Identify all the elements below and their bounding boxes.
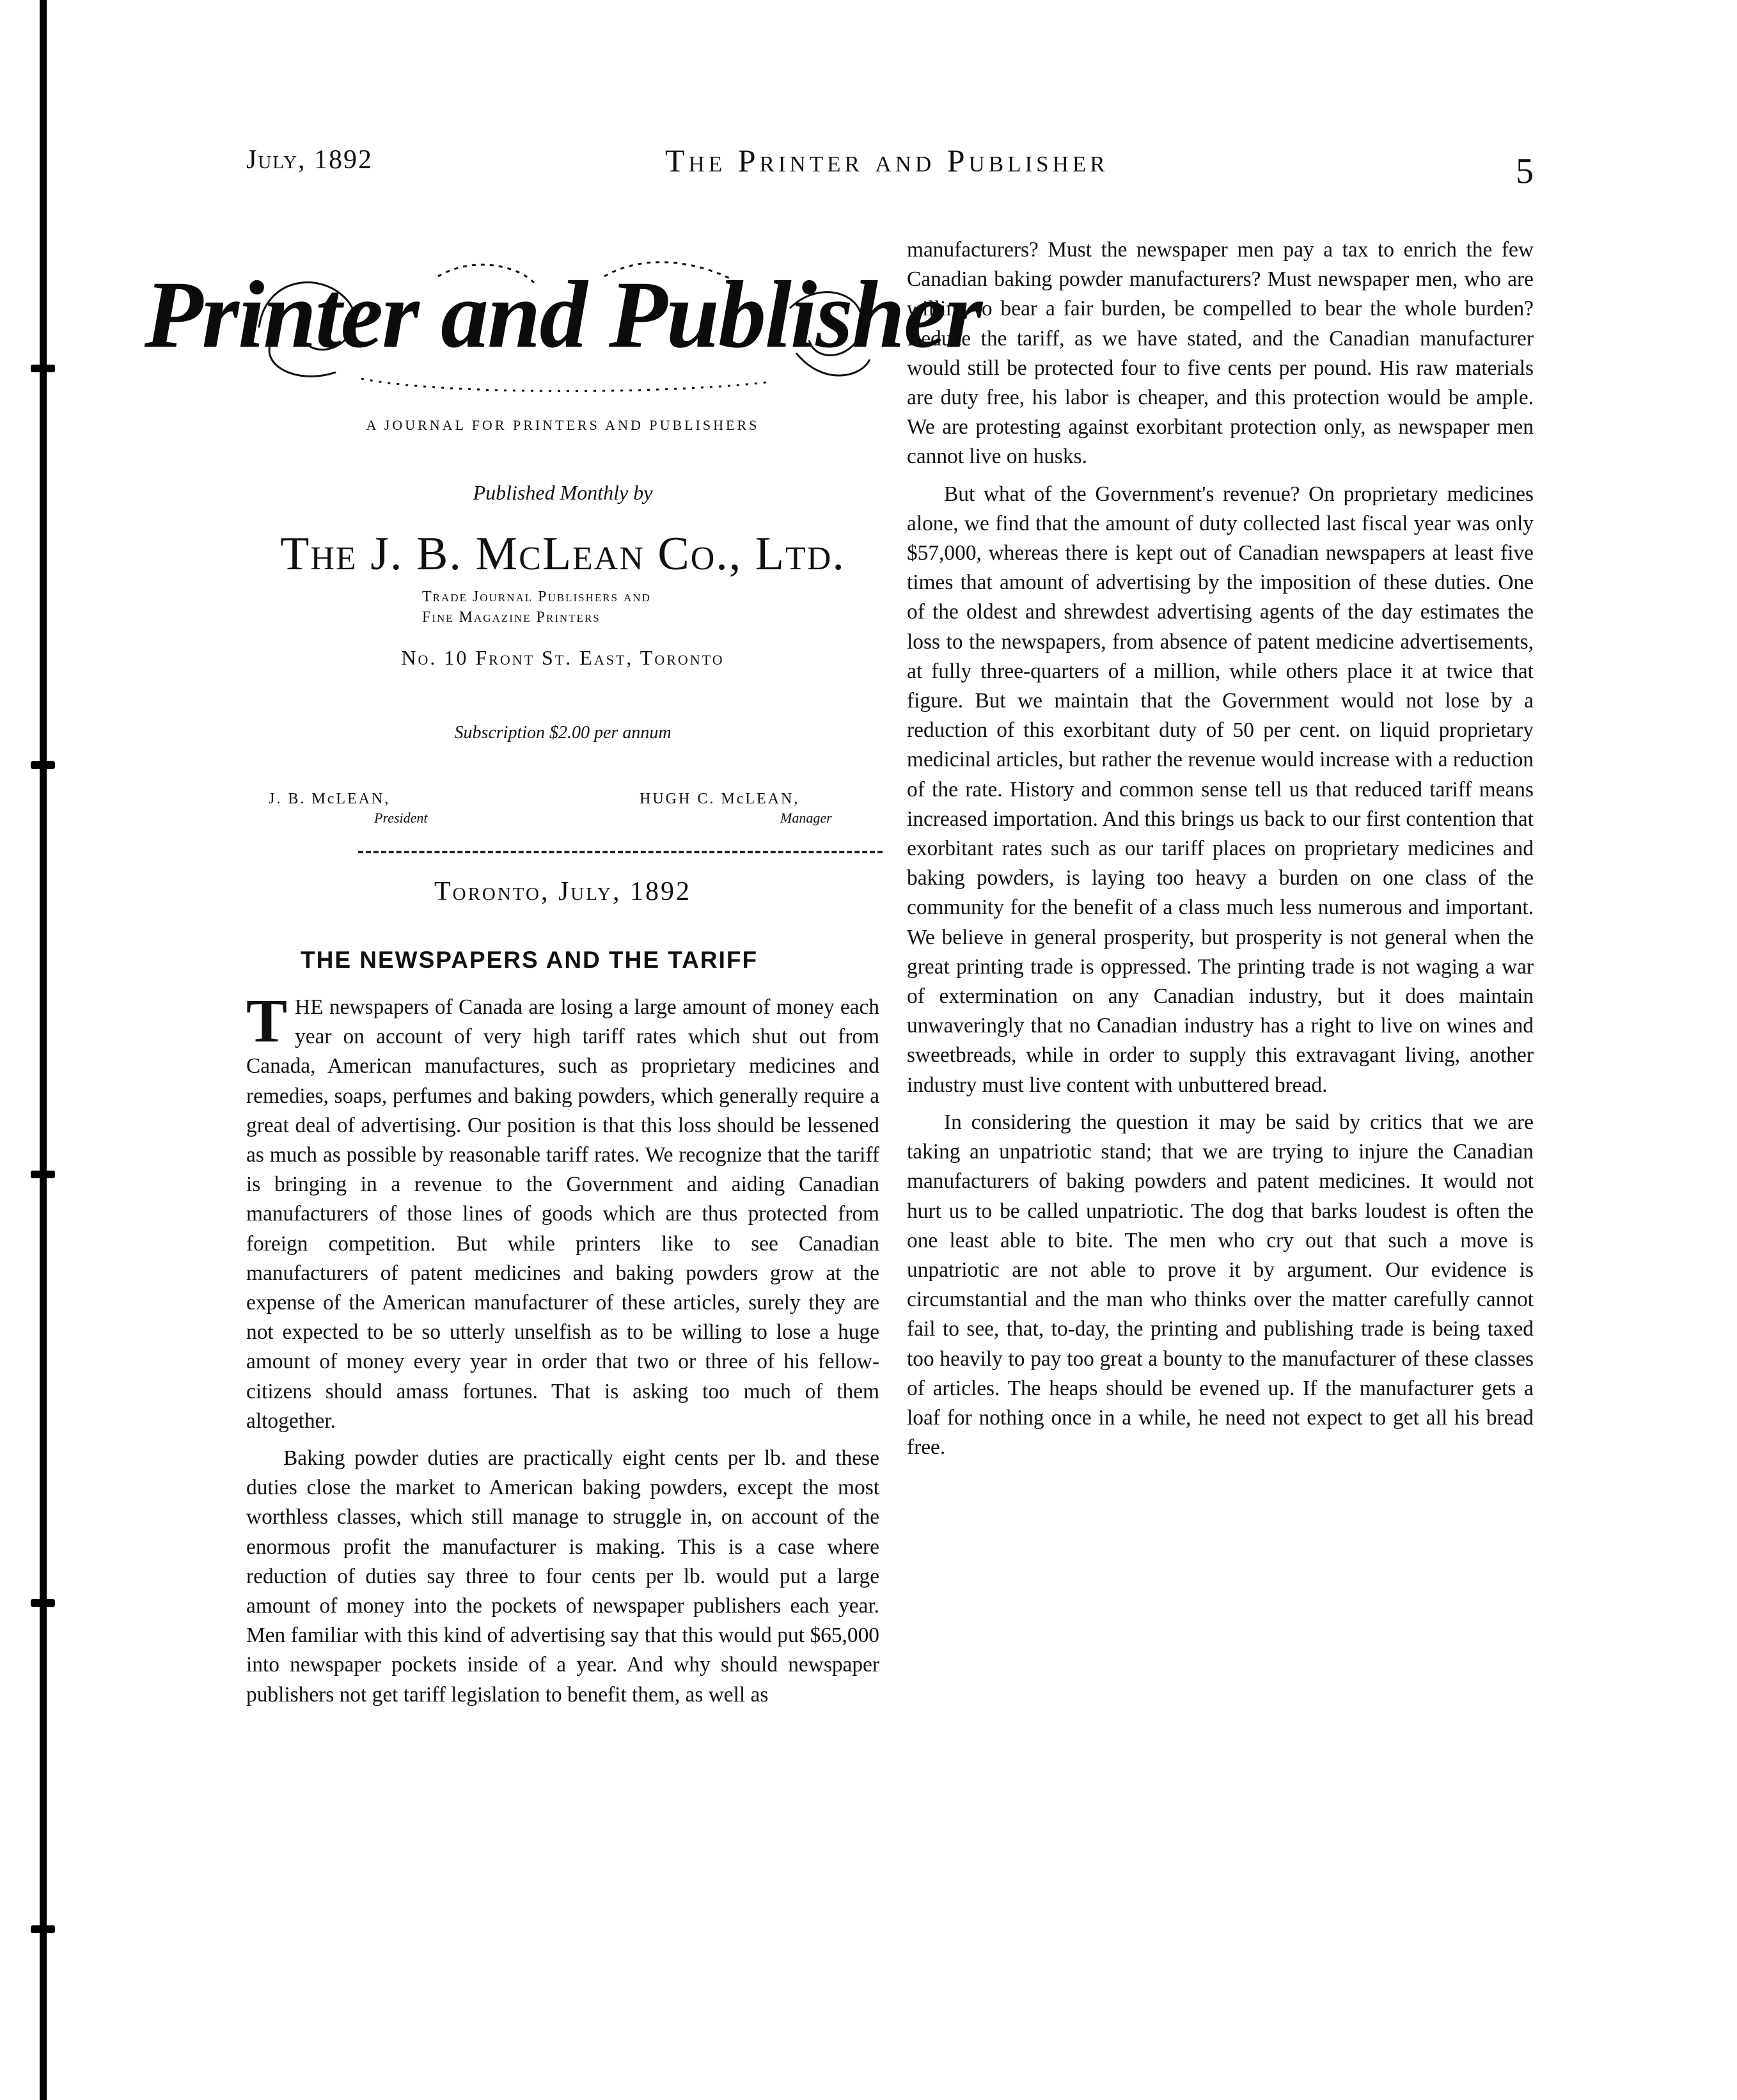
binding-mark	[31, 1171, 55, 1178]
running-header-date: July, 1892	[246, 145, 373, 175]
article-headline: THE NEWSPAPERS AND THE TARIFF	[301, 947, 758, 973]
journal-tagline: A JOURNAL FOR PRINTERS AND PUBLISHERS	[366, 417, 760, 433]
drop-cap: T	[246, 986, 288, 1055]
binding-mark	[31, 1925, 55, 1933]
officer-2-title: Manager	[780, 810, 832, 826]
binding-edge	[40, 0, 47, 2100]
binding-mark	[31, 761, 55, 769]
article-body-right	[907, 235, 1534, 1470]
article-paragraph: Baking powder duties are practically eight cents per lb. and these duties close the market to American baking powders, except the most worthless classes, which still manage to struggle in, on account of the enormous profit the manufacturer is making. This is a case where reduction of duties say three to four cents per lb. would put a large amount of money into the pockets of newspaper publishers each year. Men familiar with this kind of advertising say that this would put $65,000 into newspaper pockets inside of a year. And why should newspaper publishers not get tariff legislation to benefit them, as well as	[246, 1446, 879, 1707]
running-header-title: The Printer and Publisher	[665, 143, 1109, 178]
masthead-ornament-icon	[144, 251, 982, 398]
article-paragraph: In considering the question it may be said by critics that we are taking an unpatriotic stand; that we are trying to injure the Canadian manufacturers of baking powders and patent medicines. It would not hurt us to be called unpatriotic. The dog that barks loudest is often the one least able to bite. The men who cry out that such a move is unpatriotic are not able to prove it by argument. Our evidence is circumstantial and the man who thinks over the matter carefully cannot fail to see, that, to-day, the printing and publishing trade is being taxed too heavily to pay too great a bounty to the manufacturer of these classes of articles. The heaps should be evened up. If the manufacturer gets a loaf for nothing once in a while, he need not expect to get all his bread free.	[907, 1110, 1534, 1460]
masthead-logo-text: Printer and Publisher	[144, 262, 982, 368]
binding-mark	[31, 1599, 55, 1607]
article-paragraph	[246, 986, 879, 1436]
article-paragraph: manufacturers? Must the newspaper men pay a tax to enrich the few Canadian baking powder manufacturers? Must newspaper men, who are willing to bear a fair burden, be compelled to bear the whole burden? Reduce the tariff, as we have stated, and the Canadian manufacturer would still be protected four to five cents per pound. His raw materials are duty free, his labor is cheaper, and this protection would be ample. We are protesting against exorbitant protection only, as newspaper men cannot live on husks.	[907, 238, 1534, 469]
officer-1-name: J. B. McLEAN,	[269, 791, 391, 807]
page-number: 5	[1516, 152, 1534, 191]
address: No. 10 Front St. East, Toronto	[401, 646, 725, 669]
paragraph-text: HE newspapers of Canada are losing a large amount of money each year on account of very high tariff rates which shut out from Canada, American manufactures, such as proprietary medicines and remedies, soaps, perfumes and baking powders, which generally require a great deal of advertising. Our position is that this loss should be lessened as much as possible by reasonable tariff rates. We recognize that the tariff is bringing in a revenue to the Government and aiding Canadian manufacturers of those lines of goods which are thus protected from foreign competition. But while printers like to see Canadian manufacturers of patent medicines and baking powders grow at the expense of the American manufacturer of these articles, surely they are not expected to be so utterly unselfish as to be willing to lose a huge amount of money every year in order that two or three of his fellow-citizens should amass fortunes. That is asking too much of them altogether.	[246, 995, 879, 1433]
officer-1-title: President	[374, 810, 428, 826]
dateline: Toronto, July, 1892	[434, 877, 691, 906]
trade-line-2: Fine Magazine Printers	[422, 609, 601, 626]
binding-mark	[31, 365, 55, 372]
article-body-left	[246, 986, 879, 1717]
officer-2-name: HUGH C. McLEAN,	[640, 791, 800, 807]
published-monthly: Published Monthly by	[473, 481, 653, 504]
masthead-logo	[144, 251, 982, 398]
trade-line-1: Trade Journal Publishers and	[422, 588, 651, 605]
article-paragraph: But what of the Government's revenue? On proprietary medicines alone, we find that the amount of duty collected last fiscal year was only $57,000, whereas there is kept out of Canadian newspapers at least five times that amount of advertising by the imposition of these duties. One of the oldest and shrewdest advertising agents of the day estimates the loss to the newspapers, from absence of patent medicine advertisements, at fully three-quarters of a million, while others place it at twice that figure. But we maintain that the Government would not lose by a reduction of this exorbitant duty of 50 per cent. on liquid proprietary medicinal articles, but rather the revenue would increase with a reduction of the rate. History and common sense tell us that reduced tariff means increased importation. And this brings us back to our first contention that exorbitant rates such as our tariff places on proprietary medicines and baking powders, is laying too heavy a burden on one class of the community for the benefit of a class much less numerous and important. We believe in general prosperity, but prosperity is not general when the great printing trade is oppressed. The printing trade is not waging a war of extermination on any Canadian industry, but it does maintain unwaveringly that no Canadian industry has a right to live on wines and sweetbreads, while in order to supply this extravagant living, another industry must live content with unbuttered bread.	[907, 482, 1534, 1097]
masthead-rule	[358, 851, 883, 856]
subscription-price: Subscription $2.00 per annum	[454, 723, 672, 743]
company-name: The J. B. McLean Co., Ltd.	[280, 528, 845, 580]
